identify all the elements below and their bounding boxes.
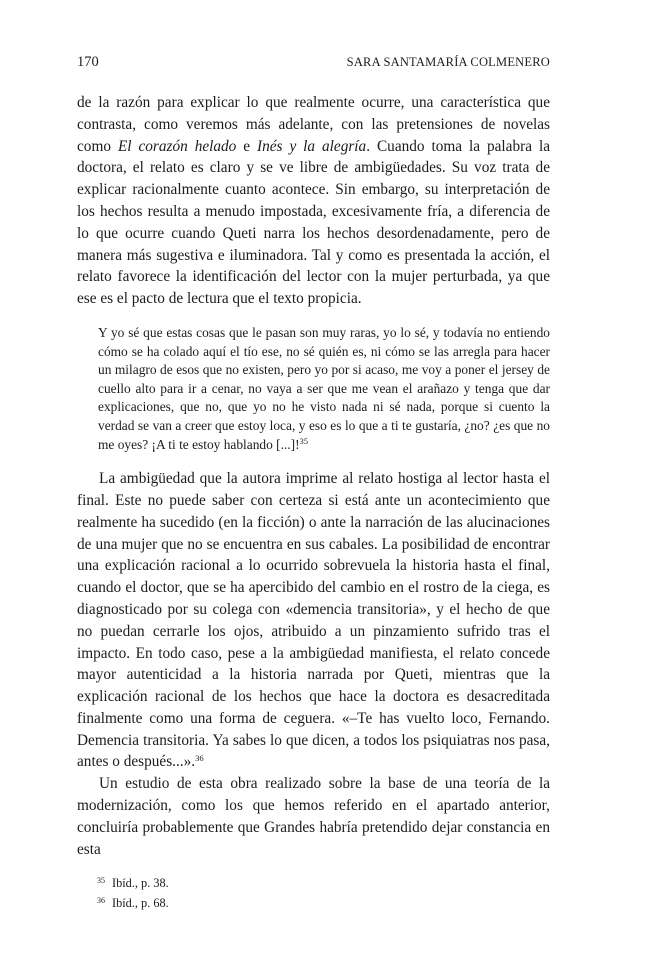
paragraph-2-text: La ambigüedad que la autora imprime al relato hostiga al lector hasta el final. Este no puede saber con certeza si está ante un acontecimiento que realmente ha sucedido (en la ficción) o ante la narración de las alucinaciones de una mujer que no se encuentra en sus cabales. La posibilidad de encontrar una explicación racional a lo ocurrido sobrevuela la historia hasta el final, cuando el doctor, que se ha apercibido del cambio en el rostro de la ciega, es diagnosticado por su colega con «demencia transitoria», y el hecho de que no puedan cerrarle los ojos, atribuido a un pinzamiento sufrido tras el impacto. En todo caso, pese a la ambigüedad manifiesta, el relato concede mayor autenticidad a la historia narrada por Queti, mientras que la explicación racional de los hechos que hace la doctora es desacreditada finalmente como una forma de ceguera. «–Te has vuelto loco, Fernando. Demencia transitoria. Ya sabes lo que dicen, a todos los psiquiatras nos pasa, antes o después...». [77, 470, 550, 771]
novel-title-ines-alegria: Inés y la alegría [257, 137, 367, 155]
footnote-36 [97, 892, 550, 912]
paragraph-1-text-b: e [236, 137, 258, 155]
footnote-35 [97, 872, 550, 892]
page-number: 170 [77, 54, 99, 70]
footnotes [97, 872, 550, 912]
block-quote-text: Y yo sé que estas cosas que le pasan son muy raras, yo lo sé, y todavía no entiendo cómo se ha colado aquí el tío ese, no sé quién es, ni cómo se las arregla para hacer un milagro de esos que no existen, pero yo por si acaso, me voy a poner el jersey de cuello alto para ir a cenar, no vaya a ser que me vean el arañazo y tenga que dar explicaciones, que no, que yo no he visto nada ni sé nada, porque si cuento la verdad se van a creer que estoy loca, y eso es lo que a ti te gustaría, ¿no? ¿es que no me oyes? ¡A ti te estoy hablando [...]! [98, 324, 550, 452]
footnote-ref-36: 36 [195, 753, 204, 764]
novel-title-corazon-helado: El corazón helado [117, 137, 237, 155]
footnote-mark: 35 [97, 876, 105, 885]
footnote-text: Ibíd., p. 38. [112, 876, 169, 890]
paragraph-3-text: Un estudio de esta obra realizado sobre la base de una teoría de la modernización, como los que hemos referido en el apartado anterior, concluiría probablemente que Grandes habría pretendido dejar constancia en esta [77, 775, 550, 858]
paragraph-1-text-a: de la razón para explicar lo que realmente ocurre, una característica que contrasta, como veremos más adelante, con las pretensiones de novelas como [77, 94, 550, 155]
block-quote [98, 324, 550, 454]
body-text [77, 92, 550, 860]
footnote-text: Ibíd., p. 68. [112, 896, 169, 910]
running-head [77, 52, 550, 72]
running-head-author: SARA SANTAMARÍA COLMENERO [346, 55, 550, 69]
paragraph-2 [77, 468, 550, 773]
paragraph-1 [77, 92, 550, 310]
footnote-ref-35: 35 [299, 435, 309, 446]
footnote-mark: 36 [97, 896, 105, 905]
paragraph-3 [77, 773, 550, 860]
paragraph-1-text-c: . Cuando toma la palabra la doctora, el relato es claro y se ve libre de ambigüedades. Su voz trata de explicar racionalmente cuanto acontece. Sin embargo, su interpretación de los hechos resulta a menudo impostada, excesivamente fría, a diferencia de lo que ocurre cuando Queti narra los hechos desordenadamente, pero de manera más sugestiva e iluminadora. Tal y como es presentada la acción, el relato favorece la identificación del lector con la mujer perturbada, ya que ese es el pacto de lectura que el texto propicia. [77, 137, 550, 308]
